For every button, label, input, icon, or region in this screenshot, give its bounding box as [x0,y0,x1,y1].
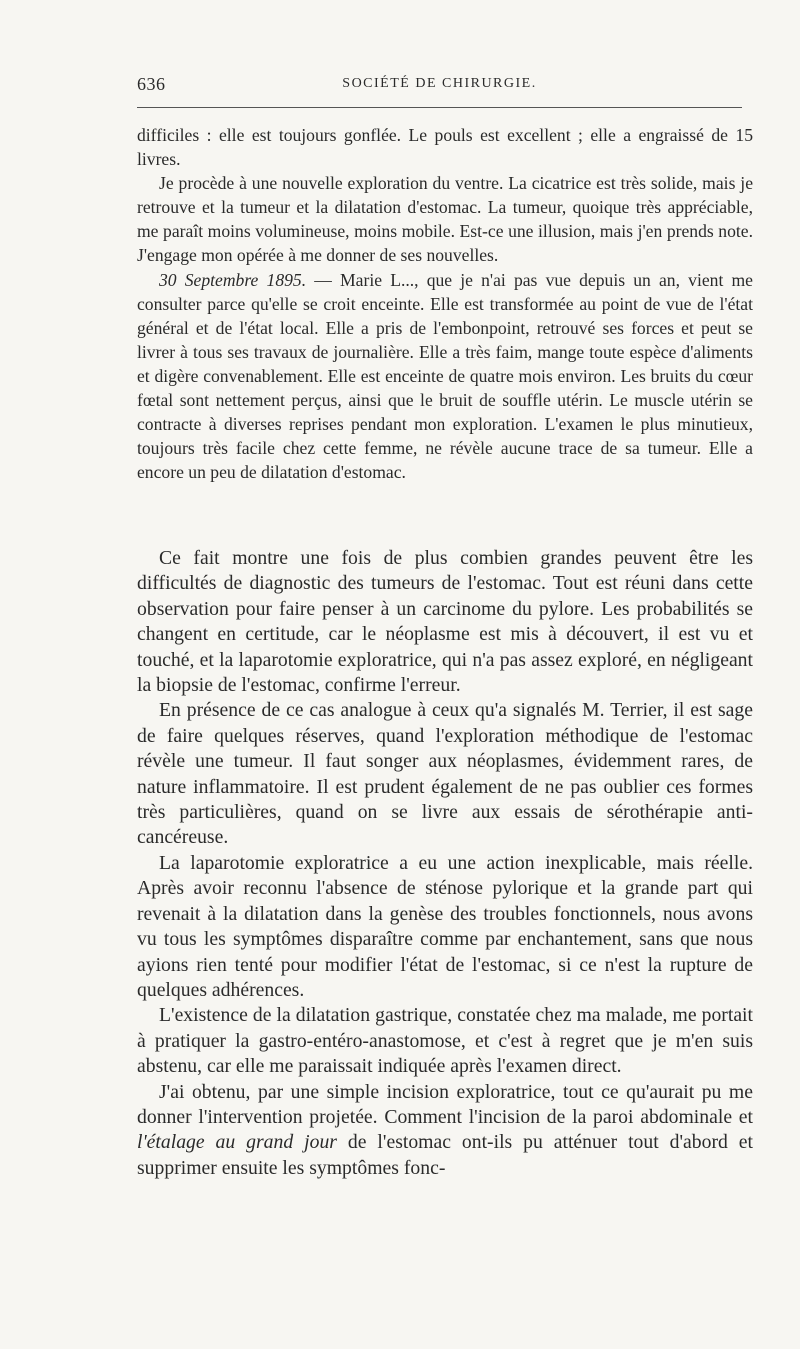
discussion-paragraph: La laparotomie exploratrice a eu une action inexplicable, mais réelle. Après avoir reconnu l'absence de sténose pylorique et la grande part qui revenait à la dilatation dans la genèse des troubles fonctionnels, nous avons vu tous les symptômes disparaître comme par enchantement, sans que nous ayions rien tenté pour modifier l'état de l'estomac, si ce n'est la rupture de quelques adhérences. [137,851,753,1001]
observation-paragraph: Je procède à une nouvelle exploration du ventre. La cicatrice est très solide, mais je retrouve et la tumeur et la dilatation d'estomac. La tumeur, quoique très appréciable, me paraît moins volumineuse, moins mobile. Est-ce une illusion, mais j'en prends note. J'engage mon opérée à me donner de ses nouvelles. [137,173,753,266]
observation-block [137,123,753,484]
observation-text: — Marie L..., que je n'ai pas vue depuis un an, vient me consulter parce qu'elle se croit enceinte. Elle est transformée au point de vue de l'état général et de l'état local. Elle a pris de l'embonpoint, retrouvé ses forces et peut se livrer à tous ses travaux de journalière. Elle a très faim, mange toute espèce d'aliments et digère convenablement. Elle est enceinte de quatre mois environ. Les bruits du cœur fœtal sont nettement perçus, ainsi que le bruit de souffle utérin. Le muscle utérin se contracte à diverses reprises pendant mon exploration. L'examen le plus minutieux, toujours très facile chez cette femme, ne révèle aucune trace de sa tumeur. Elle a encore un peu de dilatation d'estomac. [137,269,753,483]
running-title: SOCIÉTÉ DE CHIRURGIE. [342,76,537,91]
header-rule [137,107,742,108]
observation-paragraph: difficiles : elle est toujours gonflée. Le pouls est excellent ; elle a engraissé de 15 livres. [137,125,753,170]
discussion-paragraph: En présence de ce cas analogue à ceux qu'a signalés M. Terrier, il est sage de faire quelques réserves, quand l'exploration méthodique de l'estomac révèle une tumeur. Il faut songer aux néoplasmes, évidemment rares, de nature inflammatoire. Il est prudent également de ne pas oublier ces formes très particulières, quand on se livre aux essais de sérothérapie anti-cancéreuse. [137,699,753,849]
discussion-block [137,546,753,1181]
discussion-text: J'ai obtenu, par une simple incision exploratrice, tout ce qu'aurait pu me donner l'intervention projetée. Comment l'incision de la paroi abdominale et [137,1080,753,1128]
page-header [137,74,742,100]
discussion-paragraph: Ce fait montre une fois de plus combien grandes peuvent être les difficultés de diagnostic des tumeurs de l'estomac. Tout est réuni dans cette observation pour faire penser à un carcinome du pylore. Les probabilités se changent en certitude, car le néoplasme est mis à découvert, il est vu et touché, et la laparotomie exploratrice, qui n'a pas assez exploré, en négligeant la biopsie de l'estomac, confirme l'erreur. [137,547,753,697]
discussion-paragraph: L'existence de la dilatation gastrique, constatée chez ma malade, me portait à pratiquer la gastro-entéro-anastomose, et c'est à regret que je m'en suis abstenu, car elle me paraissait indiquée après l'examen direct. [137,1004,753,1078]
observation-date: 30 Septembre 1895. [159,269,307,290]
observation-paragraph [137,268,753,485]
page-number: 636 [137,74,166,94]
discussion-paragraph [137,1080,753,1182]
italic-phrase: l'étalage au grand jour [137,1131,337,1154]
discussion-text: de l'estomac ont-ils pu atténuer tout d'abord et supprimer ensuite les symptômes fonc- [137,1131,754,1179]
